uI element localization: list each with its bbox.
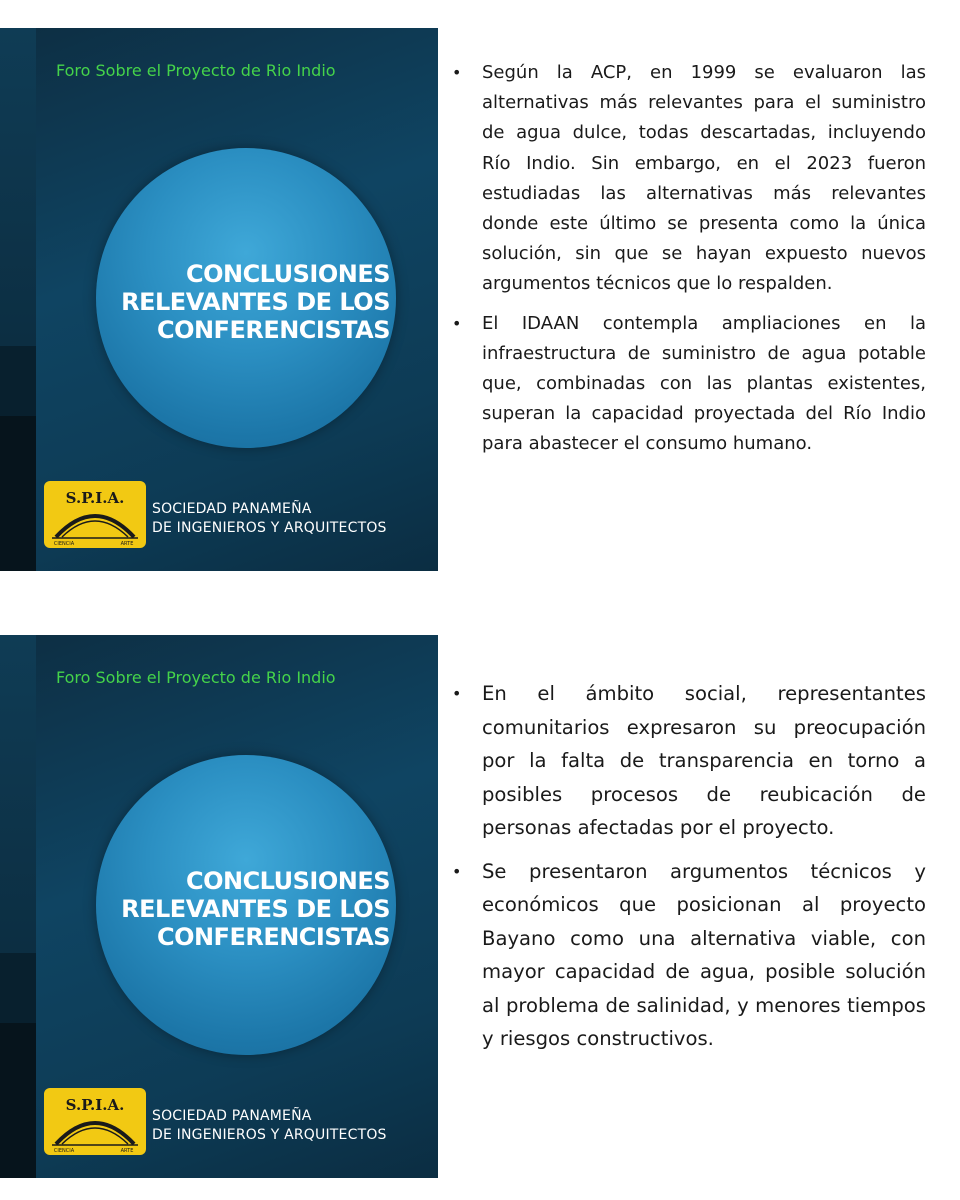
logo-left-word: CIENCIA — [53, 1148, 75, 1154]
spia-logo — [44, 1088, 146, 1155]
logo-right-word: ARTE — [120, 1148, 134, 1154]
society-line: SOCIEDAD PANAMEÑA — [152, 1108, 312, 1124]
heading-line: RELEVANTES DE LOS — [121, 288, 390, 316]
forum-title: Foro Sobre el Proyecto de Rio Indio — [56, 61, 336, 80]
heading-line: RELEVANTES DE LOS — [121, 895, 390, 923]
slide-heading — [100, 260, 390, 344]
spia-logo — [44, 481, 146, 548]
slide-2 — [0, 635, 960, 1180]
heading-line: CONFERENCISTAS — [156, 923, 390, 951]
bullet-icon: • — [452, 63, 462, 82]
list-item — [452, 677, 926, 845]
forum-title: Foro Sobre el Proyecto de Rio Indio — [56, 668, 336, 687]
society-name — [152, 1107, 387, 1145]
heading-line: CONCLUSIONES — [185, 260, 390, 288]
logo-text: S.P.I.A. — [65, 489, 125, 507]
list-item — [452, 58, 926, 300]
heading-line: CONFERENCISTAS — [156, 316, 390, 344]
bullet-text: Se presentaron argumentos técnicos y económicos que posicionan al proyecto Bayano como una alternativa viable, con mayor capacidad de agua, posible solución al problema de salinidad, y menores tiempos y riesgos constructivos. — [482, 859, 926, 1050]
conclusions-list — [452, 58, 926, 460]
spia-logo-icon — [44, 1088, 146, 1155]
bullet-text: En el ámbito social, representantes comunitarios expresaron su preocupación por la falta de transparencia en torno a posibles procesos de reubicación de personas afectadas por el proyecto. — [482, 682, 926, 839]
panel-edge-strip — [0, 635, 36, 1178]
logo-left-word: CIENCIA — [53, 541, 75, 547]
list-item — [452, 855, 926, 1056]
list-item — [452, 309, 926, 460]
society-line: DE INGENIEROS Y ARQUITECTOS — [152, 520, 387, 536]
slide-cover-panel — [0, 635, 438, 1178]
bullet-icon: • — [452, 861, 462, 881]
conclusions-list — [452, 677, 926, 1056]
society-line: SOCIEDAD PANAMEÑA — [152, 501, 312, 517]
slide-1 — [0, 28, 960, 573]
bullet-icon: • — [452, 313, 462, 333]
society-name — [152, 500, 387, 538]
slide-heading — [100, 867, 390, 951]
bullet-icon: • — [452, 684, 462, 703]
bullet-text: El IDAAN contempla ampliaciones en la infraestructura de suministro de agua potable que, combinadas con las plantas existentes, superan la capacidad proyectada del Río Indio para abastecer el consumo humano. — [482, 312, 926, 455]
slide-cover-panel — [0, 28, 438, 571]
society-line: DE INGENIEROS Y ARQUITECTOS — [152, 1127, 387, 1143]
logo-right-word: ARTE — [120, 541, 134, 547]
heading-line: CONCLUSIONES — [185, 867, 390, 895]
panel-edge-strip — [0, 28, 36, 571]
bullet-text: Según la ACP, en 1999 se evaluaron las alternativas más relevantes para el suministro de agua dulce, todas descartadas, incluyendo Río Indio. Sin embargo, en el 2023 fueron estudiadas las alternativas más relevantes donde este último se presenta como la única solución, sin que se hayan expuesto nuevos argumentos técnicos que lo respalden. — [482, 62, 926, 295]
logo-text: S.P.I.A. — [65, 1096, 125, 1114]
spia-logo-icon — [44, 481, 146, 548]
